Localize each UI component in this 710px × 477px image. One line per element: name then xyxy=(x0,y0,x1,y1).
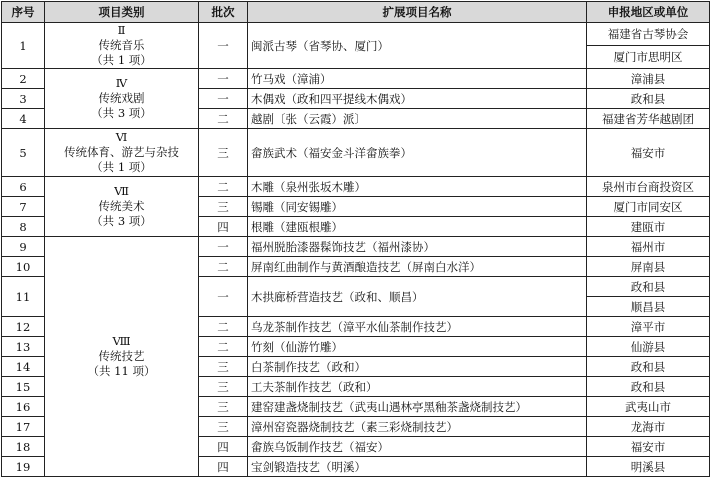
cell-region: 龙海市 xyxy=(587,417,710,437)
category-numeral: Ⅱ xyxy=(117,23,126,37)
cell-project-name: 福州脱胎漆器髹饰技艺（福州漆协） xyxy=(248,237,587,257)
category-count: （共 3 项） xyxy=(91,106,152,120)
cell-serial: 4 xyxy=(2,109,45,129)
cell-project-name: 宝剑锻造技艺（明溪） xyxy=(248,457,587,477)
category-cell-traditional-crafts xyxy=(45,237,199,477)
category-numeral: Ⅶ xyxy=(114,184,129,198)
cell-project-name: 根雕（建瓯根雕） xyxy=(248,217,587,237)
cell-region: 厦门市同安区 xyxy=(587,197,710,217)
cell-batch: 三 xyxy=(199,397,248,417)
header-project-category: 项目类别 xyxy=(45,2,199,23)
category-cell-traditional-music xyxy=(45,23,199,69)
cell-serial: 7 xyxy=(2,197,45,217)
cell-batch: 四 xyxy=(199,217,248,237)
category-count: （共 3 项） xyxy=(91,214,152,228)
cell-region: 福建省古琴协会 xyxy=(587,23,710,46)
header-region-or-unit: 申报地区或单位 xyxy=(587,2,710,23)
cell-region: 政和县 xyxy=(587,89,710,109)
cell-region: 福安市 xyxy=(587,129,710,177)
cell-serial: 12 xyxy=(2,317,45,337)
cell-region: 屏南县 xyxy=(587,257,710,277)
cell-project-name: 越剧〔张（云霞）派〕 xyxy=(248,109,587,129)
cell-region: 福建省芳华越剧团 xyxy=(587,109,710,129)
category-name: 传统技艺 xyxy=(98,349,145,363)
category-name: 传统美术 xyxy=(98,199,145,213)
table-row xyxy=(2,177,710,197)
cell-project-name: 竹马戏（漳浦） xyxy=(248,69,587,89)
cell-region: 顺昌县 xyxy=(587,297,710,317)
cell-batch: 一 xyxy=(199,23,248,69)
table-row xyxy=(2,69,710,89)
cell-serial: 16 xyxy=(2,397,45,417)
cell-region: 政和县 xyxy=(587,377,710,397)
cell-serial: 19 xyxy=(2,457,45,477)
cell-project-name: 工夫茶制作技艺（政和） xyxy=(248,377,587,397)
cell-serial: 17 xyxy=(2,417,45,437)
cell-project-name: 木雕（泉州张坂木雕） xyxy=(248,177,587,197)
category-name: 传统戏剧 xyxy=(98,91,145,105)
category-numeral: Ⅵ xyxy=(115,130,128,144)
cell-project-name: 畲族乌饭制作技艺（福安） xyxy=(248,437,587,457)
cell-region: 仙游县 xyxy=(587,337,710,357)
cell-serial: 10 xyxy=(2,257,45,277)
cell-project-name: 建窑建盏烧制技艺（武夷山遇林亭黑釉茶盏烧制技艺） xyxy=(248,397,587,417)
cell-serial: 15 xyxy=(2,377,45,397)
cell-project-name: 木偶戏（政和四平提线木偶戏） xyxy=(248,89,587,109)
cell-region: 厦门市思明区 xyxy=(587,46,710,69)
cell-project-name: 闽派古琴（省琴协、厦门） xyxy=(248,23,587,69)
cell-batch: 一 xyxy=(199,69,248,89)
cell-serial: 3 xyxy=(2,89,45,109)
header-serial-number: 序号 xyxy=(2,2,45,23)
cell-region: 漳平市 xyxy=(587,317,710,337)
category-cell-sports-games-acrobatics xyxy=(45,129,199,177)
category-name: 传统音乐 xyxy=(98,38,145,52)
table-header-row xyxy=(2,2,710,23)
table-row xyxy=(2,23,710,46)
category-count: （共 11 项） xyxy=(87,364,156,378)
table-row xyxy=(2,129,710,177)
cell-batch: 三 xyxy=(199,417,248,437)
cell-project-name: 乌龙茶制作技艺（漳平水仙茶制作技艺） xyxy=(248,317,587,337)
cell-serial: 9 xyxy=(2,237,45,257)
cell-batch: 二 xyxy=(199,109,248,129)
cell-project-name: 漳州窑瓷器烧制技艺（素三彩烧制技艺） xyxy=(248,417,587,437)
cell-region: 建瓯市 xyxy=(587,217,710,237)
header-batch: 批次 xyxy=(199,2,248,23)
cell-project-name: 木拱廊桥营造技艺（政和、顺昌） xyxy=(248,277,587,317)
cell-batch: 二 xyxy=(199,317,248,337)
cell-region: 武夷山市 xyxy=(587,397,710,417)
cell-project-name: 畲族武术（福安金斗洋畲族拳） xyxy=(248,129,587,177)
category-numeral: Ⅳ xyxy=(115,76,128,90)
cell-serial: 14 xyxy=(2,357,45,377)
cell-region: 漳浦县 xyxy=(587,69,710,89)
cell-region: 政和县 xyxy=(587,277,710,297)
cell-batch: 一 xyxy=(199,277,248,317)
cell-batch: 三 xyxy=(199,197,248,217)
cell-batch: 一 xyxy=(199,89,248,109)
header-project-name: 扩展项目名称 xyxy=(248,2,587,23)
cell-serial: 11 xyxy=(2,277,45,317)
category-count: （共 1 项） xyxy=(91,160,152,174)
cell-serial: 5 xyxy=(2,129,45,177)
cell-batch: 三 xyxy=(199,129,248,177)
category-cell-traditional-drama xyxy=(45,69,199,129)
cell-batch: 四 xyxy=(199,457,248,477)
cell-serial: 13 xyxy=(2,337,45,357)
cell-serial: 6 xyxy=(2,177,45,197)
cell-project-name: 屏南红曲制作与黄酒酿造技艺（屏南白水洋） xyxy=(248,257,587,277)
category-numeral: Ⅷ xyxy=(112,334,131,348)
heritage-project-table xyxy=(1,1,710,477)
cell-serial: 1 xyxy=(2,23,45,69)
cell-batch: 三 xyxy=(199,377,248,397)
cell-region: 明溪县 xyxy=(587,457,710,477)
cell-batch: 一 xyxy=(199,237,248,257)
cell-project-name: 锡雕（同安锡雕） xyxy=(248,197,587,217)
cell-region: 福州市 xyxy=(587,237,710,257)
cell-region: 泉州市台商投资区 xyxy=(587,177,710,197)
cell-serial: 2 xyxy=(2,69,45,89)
cell-serial: 8 xyxy=(2,217,45,237)
cell-batch: 四 xyxy=(199,437,248,457)
category-count: （共 1 项） xyxy=(91,53,152,67)
cell-region: 福安市 xyxy=(587,437,710,457)
table-row xyxy=(2,237,710,257)
cell-project-name: 白茶制作技艺（政和） xyxy=(248,357,587,377)
cell-region: 政和县 xyxy=(587,357,710,377)
cell-batch: 二 xyxy=(199,337,248,357)
cell-project-name: 竹刻（仙游竹雕） xyxy=(248,337,587,357)
cell-batch: 二 xyxy=(199,177,248,197)
category-cell-traditional-art xyxy=(45,177,199,237)
category-name: 传统体育、游艺与杂技 xyxy=(64,145,179,159)
cell-batch: 三 xyxy=(199,357,248,377)
cell-batch: 二 xyxy=(199,257,248,277)
cell-serial: 18 xyxy=(2,437,45,457)
